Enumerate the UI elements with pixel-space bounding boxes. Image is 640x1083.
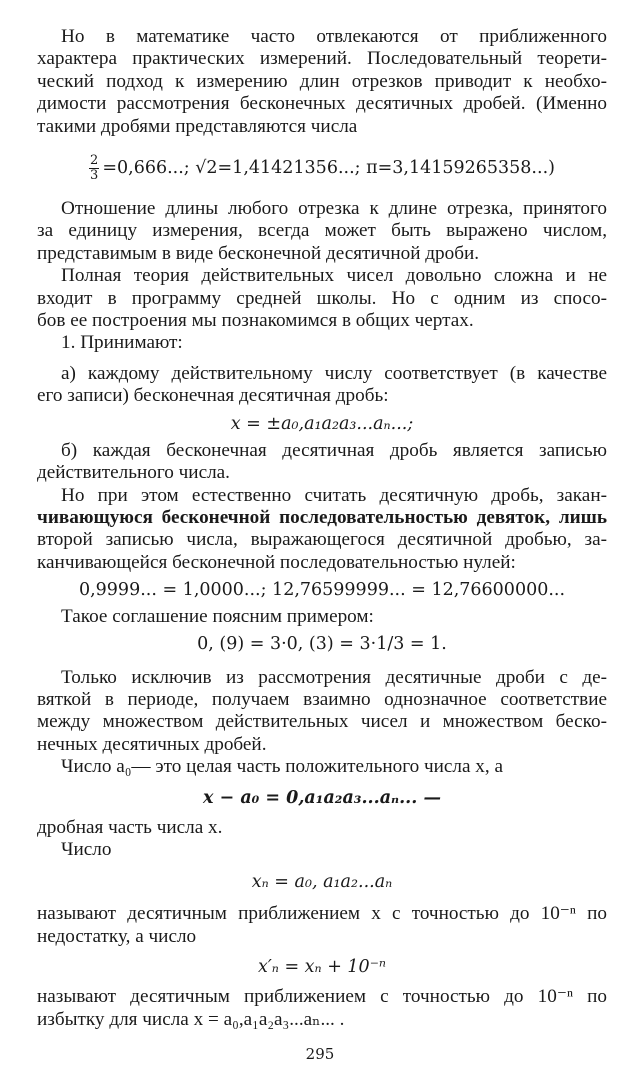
text-line: за единицу измерения, всегда может быть выражено числом, (37, 220, 607, 242)
text-line: характера практических измерений. Последовательный теорети- (37, 48, 607, 70)
text-line: бов ее построения мы познакомимся в общих чертах. (37, 310, 474, 332)
paragraph-item-b (37, 440, 607, 485)
paragraph-lower-approx (37, 903, 607, 948)
paragraph-intro (37, 26, 607, 138)
text-line: действительного числа. (37, 462, 230, 484)
paragraph-nines (37, 485, 607, 575)
text-line: недостатку, а число (37, 925, 197, 947)
fraction-denominator: 3 (90, 167, 99, 183)
formula-nines-equality: 0,9999... = 1,0000...; 12,76599999... = 12,76600000... (78, 580, 566, 601)
text-line: вяткой в периоде, получаем взаимно однозначное соответствие (37, 688, 607, 710)
text-line: Полная теория действительных чисел довольно сложна и не (61, 265, 607, 287)
text-line: избытку для числа x = a₀,a₁a₂a₃...aₙ... . (37, 1008, 345, 1030)
text-line: Число a₀— это целая часть положительного числа x, а (61, 756, 504, 778)
text-line: канчивающейся бесконечной последовательностью нулей: (37, 551, 516, 573)
text-line: называют десятичным приближением с точностью до 10⁻ⁿ по (37, 986, 607, 1008)
text-line: его записи) бесконечная десятичная дробь: (37, 385, 389, 407)
text-line: нечных десятичных дробей. (37, 733, 267, 755)
text-line: такими дробями представляются числа (37, 115, 358, 137)
formula-examples (37, 150, 607, 186)
numbered-item-1: 1. Принимают: (61, 332, 183, 354)
formula-upper-approximation: x′ₙ = xₙ + 10⁻ⁿ (257, 957, 387, 978)
text-line: представимым в виде бесконечной десятичной дроби. (37, 242, 480, 264)
paragraph-theory (37, 265, 607, 332)
text-line: входит в программу средней школы. Но с одним из спосо- (37, 287, 607, 309)
formula-fractional-part: x − a₀ = 0,a₁a₂a₃...aₙ... — (203, 787, 441, 808)
text-line: между множеством действительных чисел и множеством беско- (37, 711, 607, 733)
text-line: а) каждому действительному числу соответствует (в качестве (61, 362, 607, 384)
page-number: 295 (305, 1045, 335, 1063)
text-line: б) каждая бесконечная десятичная дробь является записью (61, 439, 607, 461)
text-line: дробная часть числа x. (37, 816, 223, 838)
text-line: Только исключив из рассмотрения десятичные дроби с де- (61, 666, 607, 688)
text-line: ческий подход к измерению длин отрезков приводит к необхо- (37, 70, 607, 92)
text-line: Отношение длины любого отрезка к длине отрезка, принятого (61, 198, 607, 220)
text-line: димости рассмотрения бесконечных десятичных дробей. (Именно (37, 93, 607, 115)
fraction-numerator: 2 (90, 152, 99, 168)
text-line: чивающуюся бесконечной последовательностью девяток, лишь (37, 506, 607, 528)
text-line: второй записью числа, выражающегося десятичной дробью, за- (37, 529, 607, 551)
text-line: Число (61, 838, 112, 860)
fraction-two-thirds (89, 154, 99, 183)
paragraph-bijection (37, 667, 607, 757)
formula-lower-approximation: xₙ = a₀, a₁a₂...aₙ (251, 872, 393, 893)
paragraph-upper-approx (37, 986, 607, 1031)
text-line: Такое соглашение поясним примером: (61, 606, 374, 628)
paragraph-item-a (37, 363, 607, 408)
text-line: называют десятичным приближением x с точностью до 10⁻ⁿ по (37, 903, 607, 925)
text-line: Но в математике часто отвлекаются от приближенного (61, 26, 607, 47)
paragraph-ratio (37, 198, 607, 265)
text-line: Но при этом естественно считать десятичную дробь, закан- (61, 484, 607, 506)
formula-decimal-representation: x = ±a₀,a₁a₂a₃...aₙ...; (230, 413, 414, 434)
formula-example: 0, (9) = 3·0, (3) = 3·1/3 = 1. (197, 633, 447, 654)
document-page (37, 0, 607, 1031)
formula-text: =0,666...; √2=1,41421356...; π=3,14159265358...) (102, 158, 555, 179)
